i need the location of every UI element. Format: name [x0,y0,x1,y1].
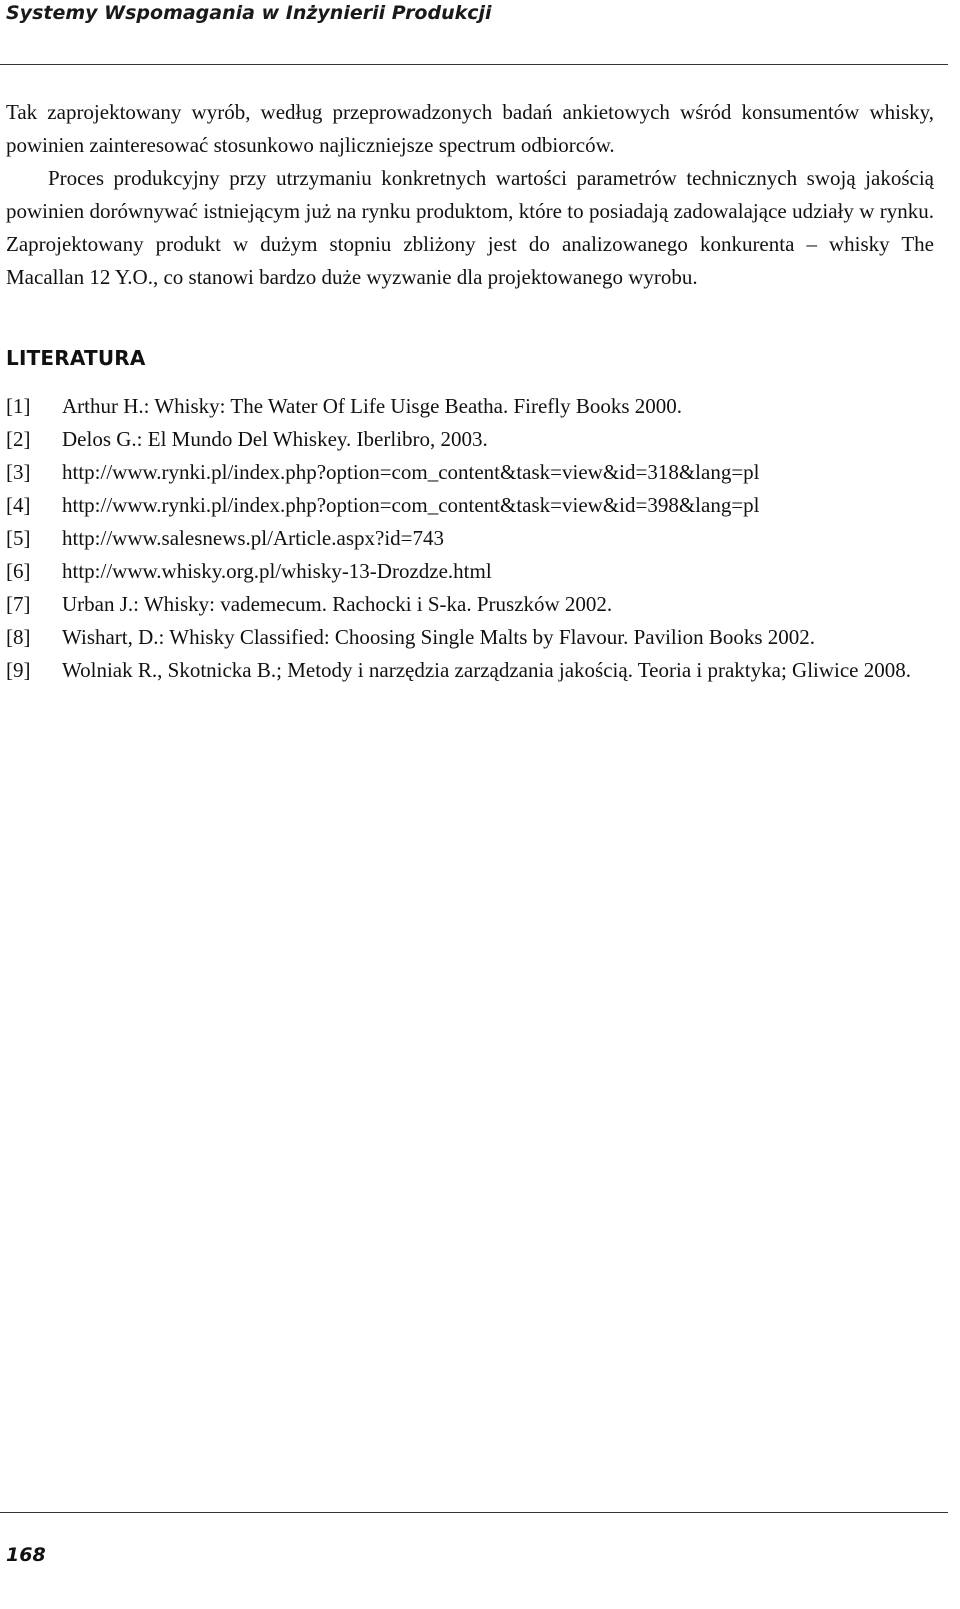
paragraph-1: Tak zaprojektowany wyrób, według przeprowadzonych badań ankietowych wśród konsumentów whisky, powinien zainteresować stosunkowo najliczniejsze spectrum odbiorców. [6,100,934,157]
reference-item-1 [6,390,934,423]
reference-text: Urban J.: Whisky: vademecum. Rachocki i S-ka. Pruszków 2002. [62,592,613,616]
reference-number: [3] [6,460,31,484]
body-text [6,96,934,294]
reference-item-2 [6,423,934,456]
reference-link: http://www.salesnews.pl/Article.aspx?id=743 [62,526,444,550]
reference-text: Arthur H.: Whisky: The Water Of Life Uisge Beatha. Firefly Books 2000. [62,394,683,418]
literature-heading: LITERATURA [6,346,146,370]
reference-number: [4] [6,493,31,517]
reference-item-4 [6,489,934,522]
paragraph-2: Proces produkcyjny przy utrzymaniu konkretnych wartości parametrów technicznych swoją jakością powinien dorównywać istniejącym już na rynku produktom, które to posiadają zadowalające udziały w rynku. Zaprojektowany produkt w dużym stopniu zbliżony jest do analizowanego konkurenta – whisky The Macallan 12 Y.O., co stanowi bardzo duże wyzwanie dla projektowanego wyrobu. [6,166,934,289]
reference-link: http://www.rynki.pl/index.php?option=com_content&task=view&id=398&lang=pl [62,493,760,517]
reference-item-6 [6,555,934,588]
page-number: 168 [6,1544,46,1566]
reference-number: [7] [6,592,31,616]
reference-number: [2] [6,427,31,451]
reference-text: Wishart, D.: Whisky Classified: Choosing Single Malts by Flavour. Pavilion Books 2002. [62,625,816,649]
reference-item-9 [6,654,934,687]
reference-list [6,390,934,687]
reference-number: [1] [6,394,31,418]
reference-item-3 [6,456,934,489]
reference-item-5 [6,522,934,555]
reference-item-8 [6,621,934,654]
reference-link: http://www.rynki.pl/index.php?option=com_content&task=view&id=318&lang=pl [62,460,760,484]
reference-number: [5] [6,526,31,550]
reference-text: Delos G.: El Mundo Del Whiskey. Iberlibro, 2003. [62,427,488,451]
footer-rule [0,1512,948,1513]
running-header: Systemy Wspomagania w Inżynierii Produkcji [6,2,492,24]
reference-number: [8] [6,625,31,649]
reference-text: Wolniak R., Skotnicka B.; Metody i narzędzia zarządzania jakością. Teoria i praktyka; Gliwice 2008. [62,658,912,682]
reference-link: http://www.whisky.org.pl/whisky-13-Drozdze.html [62,559,492,583]
header-rule [0,64,948,65]
reference-number: [6] [6,559,31,583]
reference-number: [9] [6,658,31,682]
reference-item-7 [6,588,934,621]
